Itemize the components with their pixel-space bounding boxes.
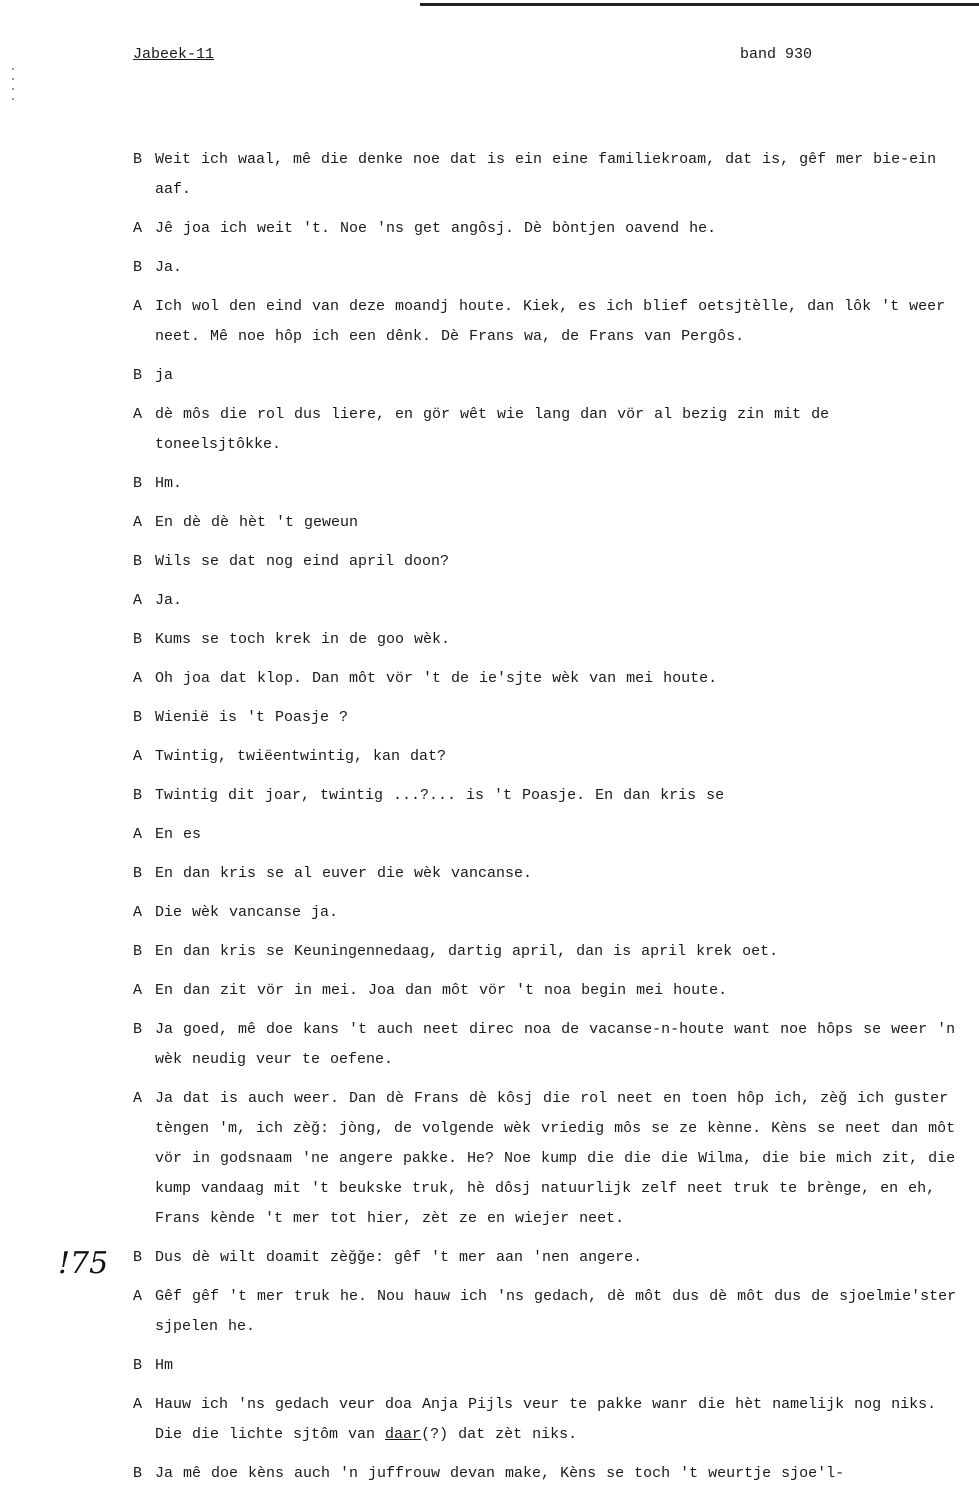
utterance: Jê joa ich weit 't. Noe 'ns get angôsj. Dè bòntjen oavend he.: [155, 220, 717, 237]
speaker-label: B: [133, 367, 143, 384]
speaker-label: A: [133, 982, 143, 999]
speaker-label: B: [133, 1249, 143, 1266]
utterance: Ich wol den eind van deze moandj houte. Kiek, es ich blief oetsjtèlle, dan lôk 't weer neet. Mê noe hôp ich een dênk. Dè Frans wa, de Frans van Pergôs.: [155, 298, 956, 345]
utterance: En es: [155, 826, 202, 843]
utterance: dè môs die rol dus liere, en gör wêt wie lang dan vör al bezig zin mit de toneelsjtôkke.: [155, 406, 840, 453]
dialogue-turn: [133, 1243, 963, 1273]
utterance-part: Hauw ich 'ns gedach veur doa Anja Pijls veur te pakke wanr die hèt namelijk nog niks. Die die lichte sjtôm van: [155, 1396, 947, 1443]
utterance: Twintig dit joar, twintig ...?... is 't Poasje. En dan kris se: [155, 787, 725, 804]
dialogue-turn: [133, 508, 963, 538]
speaker-label: A: [133, 1288, 143, 1305]
utterance: En dan kris se al euver die wèk vancanse.: [155, 865, 533, 882]
speaker-label: B: [133, 259, 143, 276]
dialogue-turn: [133, 1084, 966, 1234]
handwritten-margin-note: !75: [58, 1246, 109, 1281]
dialogue-turn: [133, 937, 963, 967]
speaker-label: A: [133, 670, 143, 687]
dialogue-turn: [133, 781, 963, 811]
dialogue-turn: [133, 742, 963, 772]
dialogue-turn: [133, 820, 963, 850]
dialogue-turn: [133, 1459, 963, 1489]
utterance: En dan zit vör in mei. Joa dan môt vör 't noa begin mei houte.: [155, 982, 728, 999]
speaker-label: A: [133, 514, 143, 531]
speaker-label: B: [133, 1465, 143, 1482]
speaker-label: A: [133, 904, 143, 921]
dialogue-turn: [133, 253, 963, 283]
dialogue-turn: [133, 625, 963, 655]
speaker-label: A: [133, 748, 143, 765]
dialogue-turn: [133, 361, 963, 391]
utterance: Wienië is 't Poasje ?: [155, 709, 349, 726]
utterance: Ja.: [155, 592, 183, 609]
dialogue-turn: [133, 547, 963, 577]
speaker-label: A: [133, 1396, 143, 1413]
utterance: Oh joa dat klop. Dan môt vör 't de ie'sjte wèk van mei houte.: [155, 670, 718, 687]
speaker-label: A: [133, 406, 143, 423]
speaker-label: B: [133, 943, 143, 960]
utterance: Ja dat is auch weer. Dan dè Frans dè kôsj die rol neet en toen hôp ich, zèğ ich guster tèngen 'm, ich zèğ: jòng, de volgende wèk vriedig môs se ze kènne. Kèns se neet dan môt vör in godsnaam 'ne angere pakke. He? Noe kump die die die Wilma, die bie mich zit, die kump vandaag mit 't beukske truk, hè dôsj natuurlijk zelf neet truk te brènge, en eh, Frans kènde 't mer tot hier, zèt ze en wiejer neet.: [155, 1090, 966, 1227]
utterance: Hm.: [155, 475, 183, 492]
speaker-label: B: [133, 709, 143, 726]
utterance: Ja goed, mê doe kans 't auch neet direc noa de vacanse-n-houte want noe hôps se weer 'n wèk neudig veur te oefene.: [155, 1021, 966, 1068]
utterance: Twintig, twiëentwintig, kan dat?: [155, 748, 447, 765]
dialogue-turn: [133, 469, 963, 499]
speaker-label: B: [133, 631, 143, 648]
speaker-label: A: [133, 826, 143, 843]
utterance: Ja.: [155, 259, 183, 276]
dialogue-turn: [133, 859, 963, 889]
utterance: Wils se dat nog eind april doon?: [155, 553, 450, 570]
speaker-label: B: [133, 553, 143, 570]
speaker-label: A: [133, 298, 143, 315]
utterance: Hm: [155, 1357, 174, 1374]
speaker-label: B: [133, 475, 143, 492]
speaker-label: B: [133, 151, 143, 168]
utterance: Weit ich waal, mê die denke noe dat is ein eine familiekroam, dat is, gêf mer bie-ein aaf.: [155, 151, 947, 198]
utterance: Die wèk vancanse ja.: [155, 904, 339, 921]
utterance: En dè dè hèt 't geweun: [155, 514, 359, 531]
dialogue-turn: [133, 976, 963, 1006]
utterance: Ja mê doe kèns auch 'n juffrouw devan make, Kèns se toch 't weurtje sjoe'l-: [155, 1465, 845, 1482]
dialogue-turn: [133, 1015, 966, 1075]
dialogue-turn: [133, 214, 963, 244]
utterance: Gêf gêf 't mer truk he. Nou hauw ich 'ns gedach, dè môt dus dè môt dus de sjoelmie'ster sjpelen he.: [155, 1288, 967, 1335]
speaker-label: A: [133, 592, 143, 609]
dialogue-turn: [133, 586, 963, 616]
dialogue-turn: [133, 703, 963, 733]
utterance: Kums se toch krek in de goo wèk.: [155, 631, 451, 648]
speaker-label: A: [133, 220, 143, 237]
utterance: [155, 1390, 963, 1450]
speaker-label: B: [133, 787, 143, 804]
utterance-part: (?) dat zèt niks.: [421, 1426, 578, 1443]
dialogue-turn: [133, 1282, 967, 1342]
utterance: En dan kris se Keuningennedaag, dartig april, dan is april krek oet.: [155, 943, 779, 960]
dialogue-turn: [133, 898, 963, 928]
tape-number: band 930: [740, 46, 813, 63]
transcript: [133, 145, 967, 1498]
document-id: Jabeek-11: [133, 46, 215, 63]
margin-punch-dots: [12, 68, 16, 108]
dialogue-turn: [133, 145, 963, 205]
dialogue-turn: [133, 664, 963, 694]
speaker-label: A: [133, 1090, 143, 1107]
speaker-label: B: [133, 1021, 143, 1038]
dialogue-turn: [133, 1351, 963, 1381]
underlined-word: daar: [385, 1426, 422, 1443]
dialogue-turn: [133, 1390, 963, 1450]
utterance: ja: [155, 367, 174, 384]
dialogue-turn: [133, 292, 963, 352]
speaker-label: B: [133, 1357, 143, 1374]
speaker-label: B: [133, 865, 143, 882]
dialogue-turn: [133, 400, 963, 460]
utterance: Dus dè wilt doamit zèğğe: gêf 't mer aan 'nen angere.: [155, 1249, 643, 1266]
top-edge-rule: [420, 3, 979, 6]
